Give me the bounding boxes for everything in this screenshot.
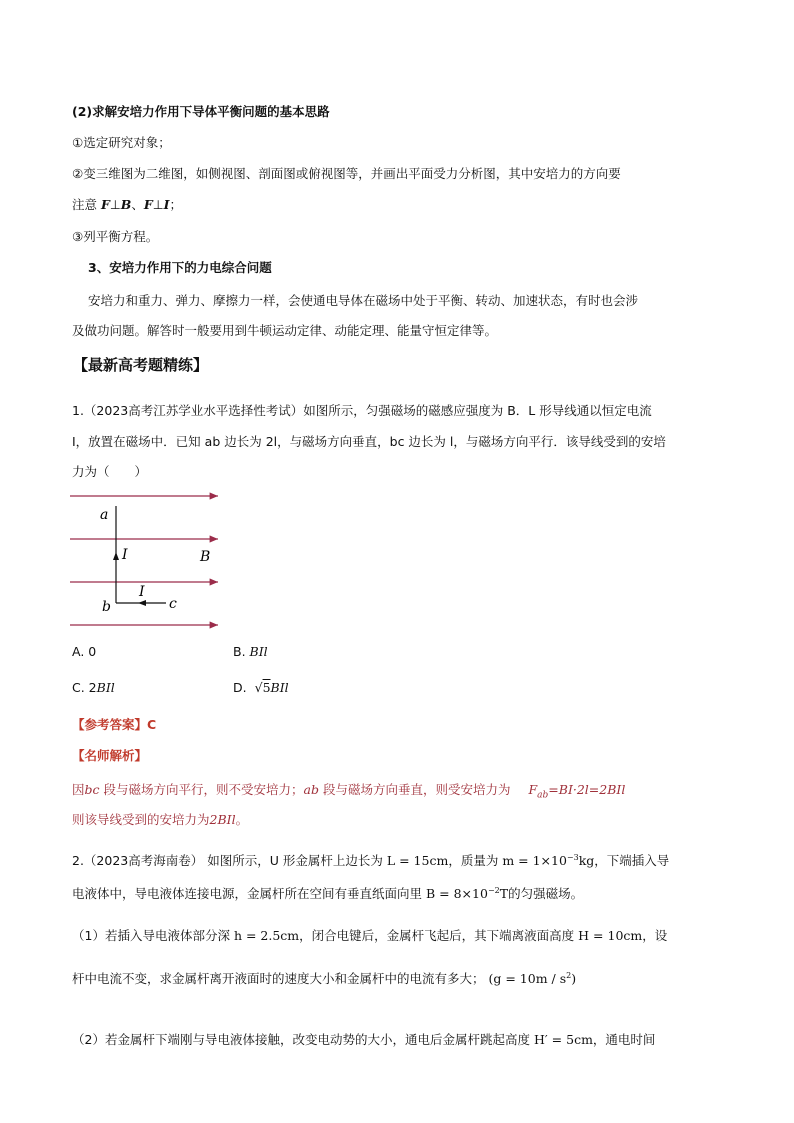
label-c: c <box>169 596 177 612</box>
text: 注意 <box>72 197 98 212</box>
depth-value: h = 2.5cm <box>233 928 300 943</box>
field-value <box>426 886 508 901</box>
gravity-close: ) <box>571 971 577 987</box>
option-c <box>72 680 115 695</box>
section-3-title: 3、安培力作用下的力电综合问题 <box>88 260 272 275</box>
text: ，通电时间 <box>592 1032 656 1047</box>
magnetic-field-diagram <box>70 488 230 633</box>
option-d <box>233 680 289 695</box>
field-unit: T <box>499 886 509 902</box>
option-letter: B. <box>233 644 250 659</box>
gravity-value <box>489 971 577 986</box>
text: 则该导线受到的安培力为 <box>72 812 210 827</box>
analysis-formula <box>528 782 626 801</box>
answer-label: 【参考答案】C <box>72 717 157 732</box>
jump-height-value: H′ = 5cm <box>533 1032 593 1047</box>
text: ； <box>169 197 182 212</box>
step-3: ③列平衡方程。 <box>72 229 159 244</box>
section-3-paragraph-line-2: 及做功问题。解答时一般要用到牛顿运动定律、动能定理、能量守恒定律等。 <box>72 323 498 338</box>
option-letter: C. 2 <box>72 680 97 695</box>
section-header: 【最新高考题精练】 <box>73 356 209 374</box>
step-2-line-2 <box>72 196 182 214</box>
q1-line-3: 力为（ ） <box>72 464 148 479</box>
text: 段与磁场方向平行，则不受安培力； <box>99 782 304 797</box>
label-current-bc: I <box>139 584 145 600</box>
text: 因 <box>72 782 85 797</box>
gravity-text: (g = 10m / s <box>488 971 567 987</box>
var-f: F <box>143 197 153 212</box>
q1-line-1: 1.（2023高考江苏学业水平选择性考试）如图所示，匀强磁场的磁感应强度为 B．L 形导线通以恒定电流 <box>72 403 652 418</box>
option-value: BIl <box>270 680 289 695</box>
q2-part1-line-1 <box>72 927 667 945</box>
mass-mantissa: m = 1×10 <box>502 853 567 869</box>
result-value: 2BIl <box>209 812 236 827</box>
text: ，设 <box>642 928 668 943</box>
var-bc: bc <box>84 782 100 797</box>
q2-line-2 <box>72 882 583 903</box>
text: ，质量为 <box>448 853 499 869</box>
q1-line-2: I，放置在磁场中．已知 ab 边长为 2l，与磁场方向垂直，bc 边长为 l，与磁场方向平行．该导线受到的安培 <box>72 434 666 449</box>
text: 的匀强磁场。 <box>508 886 584 902</box>
text: 段与磁场方向垂直，则受安培力为 <box>318 782 511 797</box>
perp-symbol: ⊥ <box>152 197 164 212</box>
var-i: I <box>163 197 170 212</box>
text: ，下端插入导 <box>594 853 670 869</box>
label-current-ab: I <box>122 547 128 563</box>
sqrt-symbol: √5 <box>254 680 271 695</box>
mass-value <box>502 853 594 868</box>
text: 。 <box>235 812 249 827</box>
current-arrow-up <box>113 552 119 560</box>
field-exponent: −2 <box>487 886 500 895</box>
option-letter: D. <box>233 680 247 695</box>
text: 电液体中，导电液体连接电源，金属杆所在空间有垂直纸面向里 <box>72 886 423 902</box>
text: 2.（2023高考海南卷） 如图所示，U 形金属杆上边长为 <box>72 853 383 869</box>
formula-rest: =BI·2l=2BIl <box>548 782 626 797</box>
text: （1）若插入导电液体部分深 <box>72 928 230 943</box>
label-field-b: B <box>200 549 211 565</box>
section-3-paragraph-line-1: 安培力和重力、弹力、摩擦力一样，会使通电导体在磁场中处于平衡、转动、加速状态，有时也会涉 <box>88 293 639 308</box>
formula-subscript: ab <box>537 790 549 801</box>
length-value: L = 15cm <box>386 853 449 869</box>
q2-line-1 <box>72 849 669 870</box>
var-ab: ab <box>303 782 319 797</box>
gravity-exponent: 2 <box>566 971 572 980</box>
step-2-line-1: ②变三维图为二维图，如侧视图、剖面图或俯视图等，并画出平面受力分析图，其中安培力的方向要 <box>72 166 621 181</box>
text: 杆中电流不变，求金属杆离开液面时的速度大小和金属杆中的电流有多大； <box>72 971 485 987</box>
var-f: F <box>101 197 110 212</box>
mass-exponent: −3 <box>566 853 579 862</box>
label-b: b <box>102 599 111 615</box>
field-mantissa: B = 8×10 <box>426 886 488 902</box>
separator: 、 <box>131 197 144 212</box>
current-arrow-left <box>138 600 146 606</box>
label-a: a <box>100 507 109 523</box>
option-a: A. 0 <box>72 644 97 659</box>
option-b <box>233 644 268 659</box>
q2-part2-line-1 <box>72 1031 655 1049</box>
analysis-line-2 <box>72 811 248 829</box>
option-value: BIl <box>249 644 268 659</box>
perp-symbol: ⊥ <box>109 197 121 212</box>
q2-part1-line-2 <box>72 967 576 988</box>
height-value: H = 10cm <box>578 928 643 943</box>
formula-f: F <box>528 782 538 797</box>
var-b: B <box>120 197 132 212</box>
analysis-line-1 <box>72 781 625 805</box>
text: ，闭合电键后，金属杆飞起后，其下端离液面高度 <box>299 928 575 943</box>
mass-unit: kg <box>578 853 595 869</box>
analysis-label: 【名师解析】 <box>72 748 148 763</box>
subsection-title: (2)求解安培力作用下导体平衡问题的基本思路 <box>72 104 330 119</box>
step-1: ①选定研究对象； <box>72 135 171 150</box>
text: （2）若金属杆下端刚与导电液体接触，改变电动势的大小，通电后金属杆跳起高度 <box>72 1032 530 1047</box>
option-value: BIl <box>96 680 115 695</box>
sqrt-radicand: 5 <box>262 680 271 695</box>
